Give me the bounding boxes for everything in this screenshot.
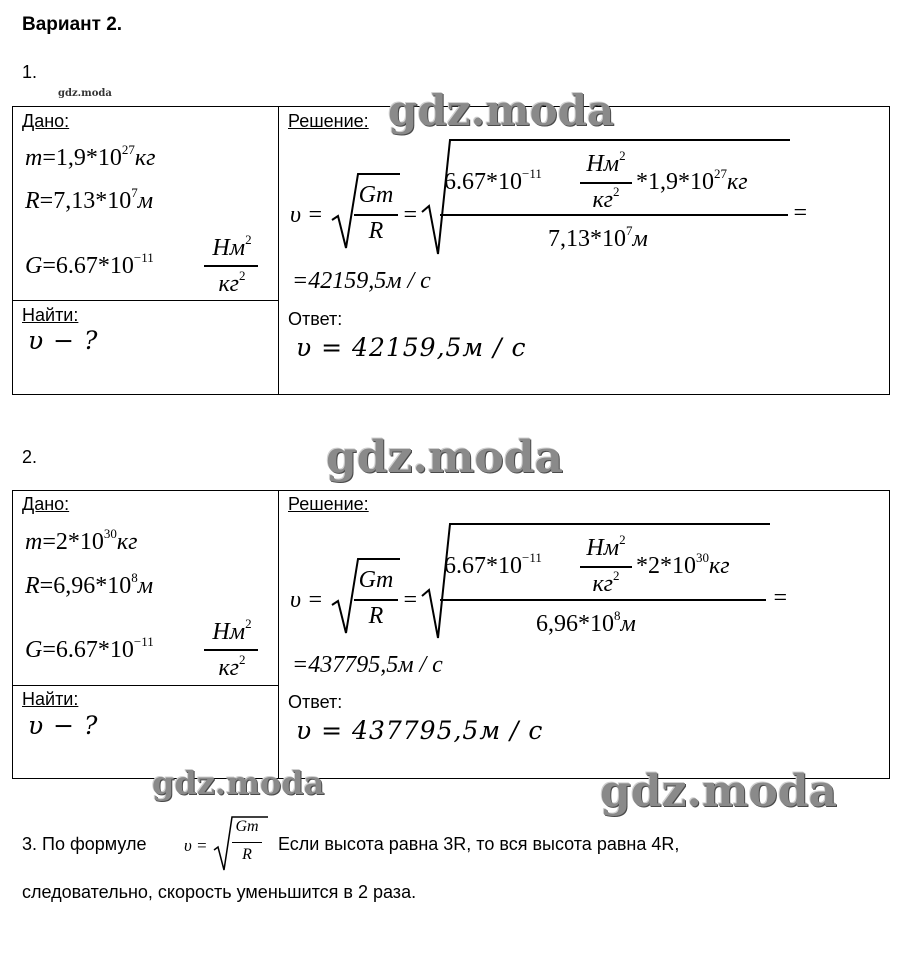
problem-2-given-G-fraction-bar [204, 649, 258, 651]
problem-1-find-label: Найти: [22, 305, 79, 325]
problem-1-root-bar [354, 214, 398, 216]
watermark-logo-1: gdz.moda [388, 86, 615, 135]
problem-1-divider [278, 106, 279, 395]
problem-2-divider [278, 490, 279, 779]
problem-2-given-G: $G=6.67*10^{-11}$ [25, 634, 154, 663]
problem-1-given-G-unit-num: $Нм^2$ [212, 232, 252, 261]
problem-1-given-G: $G=6.67*10^{-11}$ [25, 250, 154, 279]
problem-2-find: υ − ? [28, 711, 99, 740]
problem-1-given-G-unit-den: $кг^2$ [218, 268, 246, 297]
problem-1-find: υ − ? [28, 326, 99, 355]
problem-2-big-den: $6,96*10^8м$ [536, 608, 636, 637]
problem-1-given-R: $R=7,13*10^7м$ [25, 185, 154, 214]
watermark-logo-4: gdz.moda [600, 766, 838, 817]
problem-1-solution-eq: = [402, 202, 419, 228]
problem-2-trailing-eq: = [772, 585, 789, 611]
problem-1-big-unit-den: $кг^2$ [592, 184, 620, 213]
problem-2-find-label: Найти: [22, 689, 79, 709]
problem-1-given-divider [12, 300, 279, 301]
problem-1-answer: υ = 42159,5м / с [296, 333, 527, 362]
problem-1-big-fraction-bar [440, 214, 788, 216]
watermark-small: gdz.moda [58, 88, 112, 99]
problem-3-text: Если высота равна 3R, то вся высота равна 4R, [278, 834, 680, 854]
problem-3-formula-den: R [242, 846, 252, 863]
problem-2-given-divider [12, 685, 279, 686]
problem-1-root-den: R [368, 218, 384, 244]
problem-2-given-G-unit-den: $кг^2$ [218, 652, 246, 681]
watermark-logo-2: gdz.moda [326, 432, 564, 483]
problem-2-number: 2. [22, 447, 38, 467]
problem-2-answer: υ = 437795,5м / с [296, 716, 544, 745]
problem-2-result: =437795,5м / с [292, 652, 443, 678]
problem-2-big-unit-den: $кг^2$ [592, 568, 620, 597]
problem-2-solution-label: Решение: [288, 494, 369, 514]
problem-1-number: 1. [22, 62, 38, 82]
problem-1-solution-label: Решение: [288, 111, 369, 131]
problem-2-answer-label: Ответ: [288, 692, 343, 712]
problem-1-big-den: $7,13*10^7м$ [548, 223, 648, 252]
problem-2-big-num-b: $*2*10^{30}кг$ [636, 550, 730, 579]
problem-1-trailing-eq: = [792, 200, 809, 226]
problem-2-big-fraction-bar [440, 599, 766, 601]
problem-2-given-R: $R=6,96*10^8м$ [25, 570, 154, 599]
watermark-logo-3: gdz.moda [152, 764, 325, 802]
problem-1-given-m: $m=1,9*10^{27}кг$ [25, 142, 156, 171]
problem-3-prefix: 3. По формуле [22, 834, 147, 854]
problem-2-big-num-a: $6.67*10^{-11}$ [444, 550, 542, 579]
problem-2-root-bar [354, 599, 398, 601]
page-title: Вариант 2. [22, 14, 123, 35]
problem-1-big-unit-num: $Нм^2$ [586, 148, 626, 177]
problem-3-formula-num: Gm [235, 818, 259, 835]
problem-2-big-unit-num: $Нм^2$ [586, 532, 626, 561]
problem-1-solution-lhs: υ = [290, 202, 324, 228]
problem-2-given-m: $m=2*10^{30}кг$ [25, 526, 138, 555]
problem-2-root-num: Gm [358, 567, 394, 593]
problem-1-big-num-a: $6.67*10^{-11}$ [444, 166, 542, 195]
problem-2-root-den: R [368, 603, 384, 629]
problem-2-solution-lhs: υ = [290, 587, 324, 613]
problem-1-root-num: Gm [358, 182, 394, 208]
problem-2-solution-eq: = [402, 587, 419, 613]
problem-1-big-num-b: $*1,9*10^{27}кг$ [636, 166, 748, 195]
problem-1-given-label: Дано: [22, 111, 70, 131]
problem-1-result: =42159,5м / с [292, 268, 431, 294]
problem-1-answer-label: Ответ: [288, 309, 343, 329]
problem-2-given-label: Дано: [22, 494, 70, 514]
problem-3-formula-lhs: υ = [184, 836, 208, 855]
problem-1-given-G-fraction-bar [204, 265, 258, 267]
problem-3-formula-bar [232, 842, 262, 843]
problem-2-given-G-unit-num: $Нм^2$ [212, 616, 252, 645]
problem-3-conclusion: следовательно, скорость уменьшится в 2 раза. [22, 882, 417, 902]
